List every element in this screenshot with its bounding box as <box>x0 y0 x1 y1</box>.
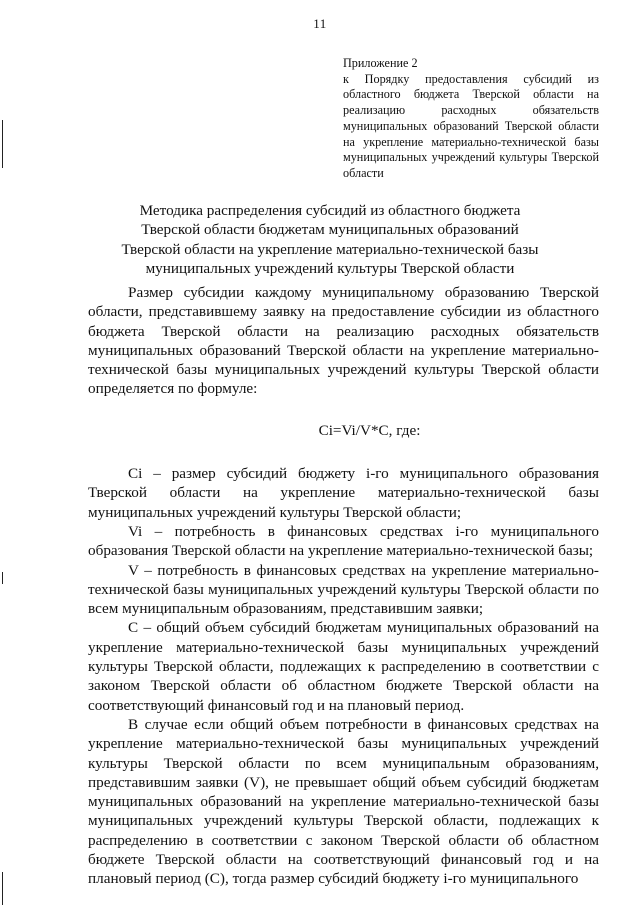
appendix-text: к Порядку предоставления субсидий из областного бюджета Тверской области на реализацию расходных обязательств муниципальных образований Тверской области на укрепление материально-технической базы муниципальных учреждений культуры Тверской области <box>343 71 599 180</box>
case-paragraph: В случае если общий объем потребности в финансовых средствах на укрепление материально-технической базы муниципальных учреждений культуры Тверской области по всем муниципальным образованиям, представившим заявки (V), не превышает общий объем субсидий бюджетам муниципальных образований на укрепление материально-технической базы муниципальных учреждений культуры Тверской области, подлежащих к распределению в соответствии с законом Тверской области об областном бюджете Тверской области на соответствующий финансовый год и на плановый период (С), тогда размер субсидий бюджету i-го муниципального <box>88 715 599 888</box>
document-body <box>88 283 599 889</box>
definition-c: С – общий объем субсидий бюджетам муниципальных образований на укрепление материально-технической базы муниципальных учреждений культуры Тверской области, подлежащих к распределению в соответствии с законом Тверской области об областном бюджете Тверской области на соответствующий финансовый год и на плановый период. <box>88 619 599 714</box>
definition-vi: Vi – потребность в финансовых средствах i-го муниципального образования Тверской области на укрепление материально-технической базы; <box>88 522 599 560</box>
intro-paragraph: Размер субсидии каждому муниципальному образованию Тверской области, представившему заявку на предоставление субсидии из областного бюджета Тверской области на реализацию расходных обязательств муниципальных образований Тверской области на укрепление материально-технической базы муниципальных учреждений культуры Тверской области определяется по формуле: <box>88 284 599 398</box>
document-title-line: Методика распределения субсидий из областного бюджета <box>139 202 521 219</box>
appendix-title: Приложение 2 <box>343 56 418 70</box>
page-number: 11 <box>313 16 327 31</box>
document-title-line: муниципальных учреждений культуры Тверской области <box>145 260 515 278</box>
scan-margin-mark-top <box>2 120 3 168</box>
document-title-line: Тверской области бюджетам муниципальных образований <box>141 221 519 239</box>
scan-margin-mark-middle <box>2 572 3 584</box>
appendix-block <box>343 56 599 182</box>
document-title <box>118 201 542 279</box>
scan-margin-mark-bottom <box>2 872 3 905</box>
definition-ci: Ci – размер субсидий бюджету i-го муниципального образования Тверской области на укрепление материально-технической базы муниципальных учреждений культуры Тверской области; <box>88 465 599 521</box>
definition-v: V – потребность в финансовых средствах на укрепление материально-технической базы муниципальных учреждений культуры Тверской области по всем муниципальным образованиям, представившим заявки; <box>88 561 599 618</box>
formula: Ci=Vi/V*C, где: <box>318 421 421 439</box>
document-title-line: Тверской области на укрепление материально-технической базы <box>121 240 539 258</box>
